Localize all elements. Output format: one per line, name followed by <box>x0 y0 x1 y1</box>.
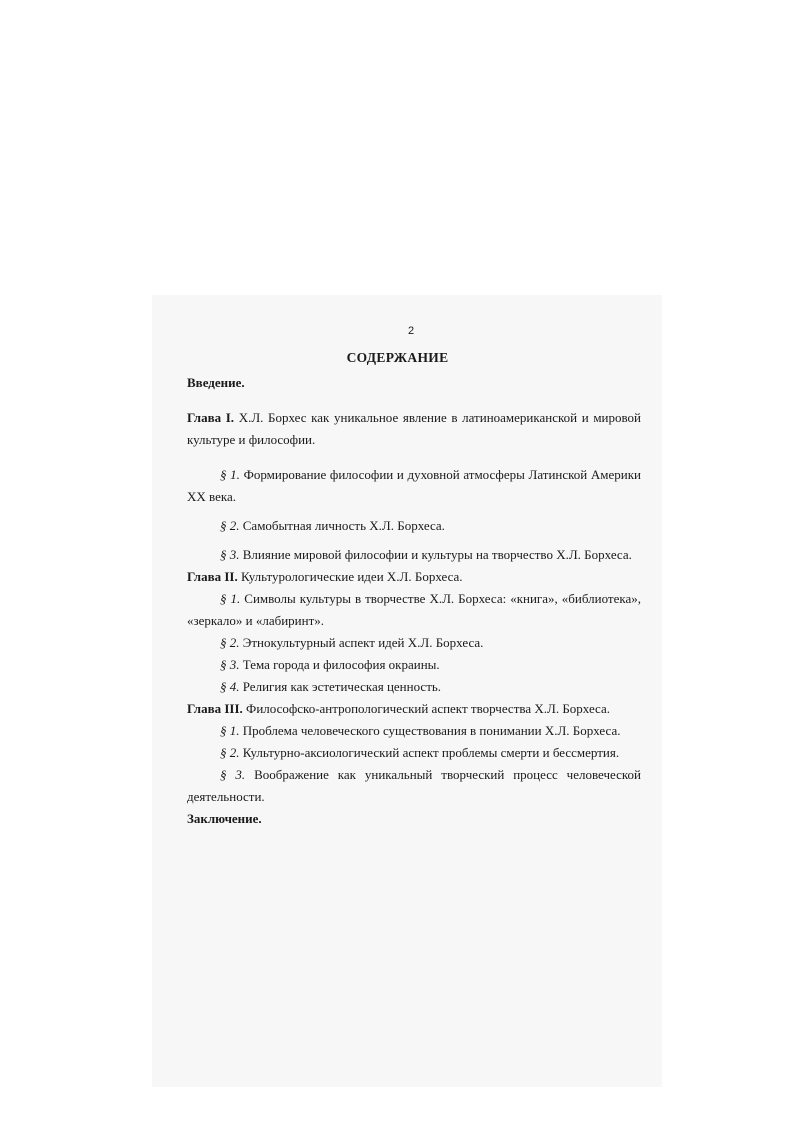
toc-chapter-1 <box>187 407 641 451</box>
toc-conclusion: Заключение. <box>187 811 262 826</box>
chapter-title: Культурологические идеи Х.Л. Борхеса. <box>241 569 463 584</box>
section-title: Этнокультурный аспект идей Х.Л. Борхеса. <box>242 635 484 650</box>
section-number: § 4. <box>220 679 240 694</box>
section-title: Воображение как уникальный творческий процесс человеческой деятельности. <box>187 767 641 804</box>
toc-section-1-2 <box>187 515 641 537</box>
toc-section-3-2 <box>187 742 641 764</box>
section-title: Тема города и философия окраины. <box>242 657 440 672</box>
page-title: СОДЕРЖАНИЕ <box>346 350 449 365</box>
toc-section-2-4 <box>187 676 641 698</box>
section-number: § 2. <box>220 518 240 533</box>
section-title: Проблема человеческого существования в понимании Х.Л. Борхеса. <box>242 723 621 738</box>
toc-chapter-3 <box>187 698 641 720</box>
section-title: Культурно-аксиологический аспект проблемы смерти и бессмертия. <box>242 745 620 760</box>
section-number: § 3. <box>220 547 240 562</box>
section-title: Влияние мировой философии и культуры на творчество Х.Л. Борхеса. <box>242 547 632 562</box>
chapter-title: Х.Л. Борхес как уникальное явление в латиноамериканской и мировой культуре и философии. <box>187 410 642 447</box>
toc-chapter-2 <box>187 566 641 588</box>
chapter-label: Глава I. <box>187 410 235 425</box>
section-number: § 3. <box>220 767 246 782</box>
toc-section-1-1 <box>187 464 641 508</box>
section-title: Символы культуры в творчестве Х.Л. Борхеса: «книга», «библиотека», «зеркало» и «лабиринт». <box>187 591 642 628</box>
toc-section-3-3 <box>187 764 641 808</box>
toc-section-2-3 <box>187 654 641 676</box>
chapter-label: Глава II. <box>187 569 238 584</box>
page-number: 2 <box>408 325 415 337</box>
section-number: § 1. <box>220 591 241 606</box>
section-title: Формирование философии и духовной атмосферы Латинской Америки XX века. <box>187 467 642 504</box>
section-number: § 3. <box>220 657 240 672</box>
chapter-label: Глава III. <box>187 701 243 716</box>
section-number: § 2. <box>220 745 240 760</box>
section-number: § 1. <box>220 723 240 738</box>
section-number: § 2. <box>220 635 240 650</box>
toc-section-2-2 <box>187 632 641 654</box>
toc-section-3-1 <box>187 720 641 742</box>
chapter-title: Философско-антропологический аспект творчества Х.Л. Борхеса. <box>246 701 611 716</box>
section-number: § 1. <box>220 467 240 482</box>
toc-section-1-3 <box>187 544 641 566</box>
section-title: Самобытная личность Х.Л. Борхеса. <box>242 518 445 533</box>
toc-section-2-1 <box>187 588 641 632</box>
toc-introduction: Введение. <box>187 375 245 390</box>
table-of-contents <box>187 372 641 830</box>
section-title: Религия как эстетическая ценность. <box>242 679 442 694</box>
